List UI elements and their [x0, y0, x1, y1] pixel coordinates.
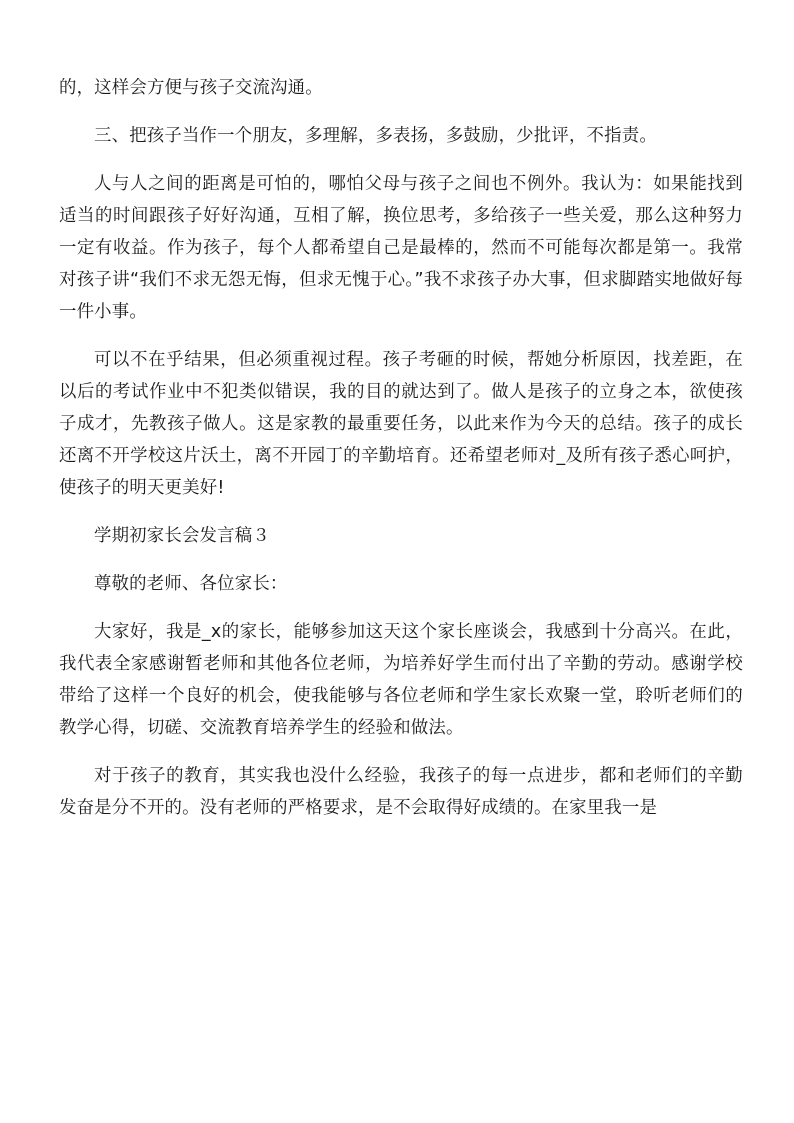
paragraph-process: 可以不在乎结果，但必须重视过程。孩子考砸的时候，帮她分析原因，找差距，在以后的考试作业中不犯类似错误，我的目的就达到了。做人是孩子的立身之本，欲使孩子成才，先教孩子做人。这是家教的最重要任务，以此来作为今天的总结。孩子的成长还离不开学校这片沃土，离不开园丁的辛勤培育。还希望老师对_及所有孩子悉心呵护，使孩子的明天更美好!	[59, 350, 743, 498]
document-body	[59, 72, 743, 840]
paragraph-continuation: 的，这样会方便与孩子交流沟通。	[59, 78, 323, 98]
paragraph-point-three: 三、把孩子当作一个朋友，多理解，多表扬，多鼓励，少批评，不指责。	[94, 126, 657, 146]
section-heading: 学期初家长会发言稿３	[94, 526, 270, 546]
paragraph-greeting: 大家好，我是_x的家长，能够参加这天这个家长座谈会，我感到十分高兴。在此，我代表全家感谢暂老师和其他各位老师，为培养好学生而付出了辛勤的劳动。感谢学校带给了这样一个良好的机会，使我能够与各位老师和学生家长欢聚一堂，聆听老师们的教学心得，切磋、交流教育培养学生的经验和做法。	[59, 622, 743, 738]
paragraph-education: 对于孩子的教育，其实我也没什么经验，我孩子的每一点进步，都和老师们的辛勤发奋是分不开的。没有老师的严格要求，是不会取得好成绩的。在家里我一是	[59, 766, 743, 818]
paragraph-distance: 人与人之间的距离是可怕的，哪怕父母与孩子之间也不例外。我认为：如果能找到适当的时间跟孩子好好沟通，互相了解，换位思考，多给孩子一些关爱，那么这种努力一定有收益。作为孩子，每个人都希望自己是最棒的，然而不可能每次都是第一。我常对孩子讲“我们不求无怨无悔，但求无愧于心。”我不求孩子办大事，但求脚踏实地做好每一件小事。	[59, 174, 743, 322]
salutation: 尊敬的老师、各位家长：	[94, 574, 288, 594]
